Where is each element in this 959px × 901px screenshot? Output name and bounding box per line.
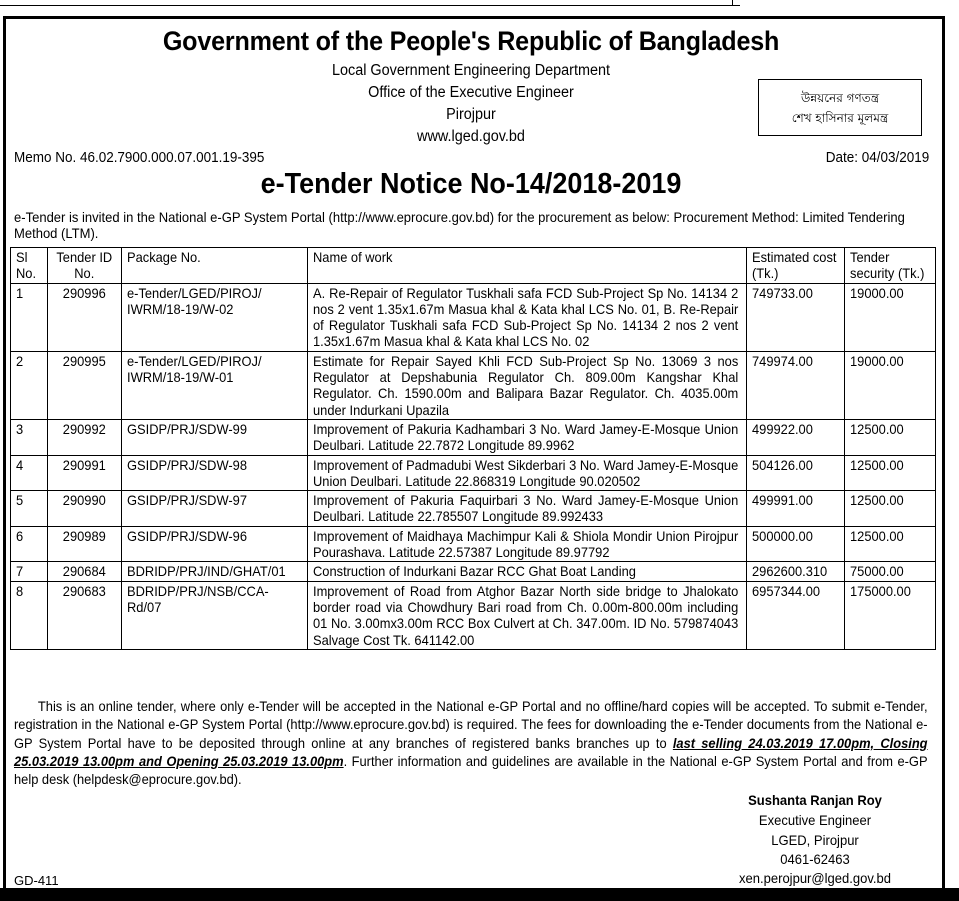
tender-id-cell: 290992	[48, 419, 122, 455]
sl-cell: 4	[11, 455, 48, 491]
signatory-phone: 0461-62463	[780, 851, 850, 867]
tender-id-cell: 290684	[48, 562, 122, 581]
package-cell: BDRIDP/PRJ/NSB/CCA-Rd/07	[122, 581, 308, 649]
cost-cell: 2962600.310	[747, 562, 845, 581]
table-row	[11, 526, 936, 562]
tender-table	[10, 247, 936, 650]
work-cell: Improvement of Maidhaya Machimpur Kali & Shiola Mondir Union Pirojpur Pourashava. Latitude 22.57387 Longitude 89.97792	[308, 526, 747, 562]
tender-id-cell: 290990	[48, 491, 122, 527]
package-cell: e-Tender/LGED/PIROJ/ IWRM/18-19/W-01	[122, 351, 308, 419]
government-heading: Government of the People's Republic of Bangladesh	[162, 26, 780, 56]
work-cell: Estimate for Repair Sayed Khli FCD Sub-Project Sp No. 13069 3 nos Regulator at Depshabunia Regulator Ch. 809.00m Kangshar Khal Regulator. Ch. 1590.00m and Balipara Bazar Regulator. Ch. 4035.00m under Indurkani Upazila	[308, 351, 747, 419]
instructions-text-1: This is an online tender, where only e-Tender will be accepted in the National e-GP Portal and no offline/hard copies will be accepted. To submit e-Tender, registration in the National e-GP System Portal (http://www.eprocure.gov.bd) is required. The fees for downloading the e-Tender documents from the National e-GP System Portal have to be deposited through online at any branches of registered banks branches up to	[14, 698, 928, 751]
package-cell: GSIDP/PRJ/SDW-98	[122, 455, 308, 491]
cost-cell: 500000.00	[747, 526, 845, 562]
notice-date: Date: 04/03/2019	[825, 150, 929, 166]
slogan-line-1: উন্নয়নের গণতন্ত্র	[800, 91, 880, 105]
tender-id-cell: 290989	[48, 526, 122, 562]
cost-cell: 6957344.00	[747, 581, 845, 649]
memo-number: Memo No. 46.02.7900.000.07.001.19-395	[14, 150, 265, 166]
instructions-text-2: . Further information and guidelines are available in the National e-GP System Portal and from e-GP help desk (helpdesk@eprocure.gov.bd).	[14, 752, 928, 788]
table-row	[11, 351, 936, 419]
sl-cell: 6	[11, 526, 48, 562]
signatory-designation: Executive Engineer	[758, 812, 872, 828]
work-cell: Construction of Indurkani Bazar RCC Ghat Boat Landing	[308, 562, 747, 581]
tender-id-cell: 290995	[48, 351, 122, 419]
sl-cell: 1	[11, 283, 48, 351]
package-cell: GSIDP/PRJ/SDW-99	[122, 419, 308, 455]
header-package: Package No.	[122, 248, 308, 284]
header-security: Tender security (Tk.)	[845, 248, 936, 284]
cost-cell: 499991.00	[747, 491, 845, 527]
table-row	[11, 283, 936, 351]
header-tender-id: Tender ID No.	[48, 248, 122, 284]
deadline-text: last selling 24.03.2019 17.00pm, Closing 25.03.2019 13.00pm and Opening 25.03.2019 13.00pm	[14, 734, 928, 769]
security-cell: 19000.00	[845, 351, 936, 419]
security-cell: 12500.00	[845, 455, 936, 491]
table-row	[11, 581, 936, 649]
cost-cell: 749974.00	[747, 351, 845, 419]
header-sl: Sl No.	[11, 248, 48, 284]
signatory-email[interactable]: xen.perojpur@lged.gov.bd	[739, 870, 891, 886]
work-cell: A. Re-Repair of Regulator Tuskhali safa FCD Sub-Project Sp No. 14134 2 nos 2 vent 1.35x1.67m Masua khal & Kata khal LCS No. 01, B. Re-Repair of Regulator Tuskhali safa FCD Sub-Project Sp No. 14134 2 nos 2 vent 1.35x1.67m Masua khal & Kata khal LCS No. 02	[308, 283, 747, 351]
intro-text: e-Tender is invited in the National e-GP System Portal (http://www.eprocure.gov.bd) for the procurement as below: Procurement Method: Limited Tendering Method (LTM).	[14, 209, 905, 241]
table-header-row	[11, 248, 936, 284]
security-cell: 19000.00	[845, 283, 936, 351]
security-cell: 175000.00	[845, 581, 936, 649]
cost-cell: 504126.00	[747, 455, 845, 491]
table-row	[11, 419, 936, 455]
work-cell: Improvement of Road from Atghor Bazar North side bridge to Jhalokato border road via Chowdhury Bari road from Ch. 0.00m-800.00m including 01 No. 3.00mx3.00m RCC Box Culvert at Ch. 347.00m. ID No. 579874043 Salvage Cost Tk. 641142.00	[308, 581, 747, 649]
bottom-border	[0, 888, 959, 901]
sl-cell: 2	[11, 351, 48, 419]
sl-cell: 5	[11, 491, 48, 527]
header-work: Name of work	[308, 248, 747, 284]
signatory-office: LGED, Pirojpur	[771, 832, 859, 848]
tender-id-cell: 290996	[48, 283, 122, 351]
security-cell: 12500.00	[845, 491, 936, 527]
sl-cell: 3	[11, 419, 48, 455]
document-code: GD-411	[14, 873, 59, 888]
security-cell: 75000.00	[845, 562, 936, 581]
slogan-box	[758, 79, 922, 136]
package-cell: e-Tender/LGED/PIROJ/ IWRM/18-19/W-02	[122, 283, 308, 351]
work-cell: Improvement of Pakuria Faquirbari 3 No. Ward Jamey-E-Mosque Union Deulbari. Latitude 22.785507 Longitude 89.992433	[308, 491, 747, 527]
cost-cell: 499922.00	[747, 419, 845, 455]
cost-cell: 749733.00	[747, 283, 845, 351]
notice-title: e-Tender Notice No-14/2018-2019	[260, 168, 682, 200]
sl-cell: 7	[11, 562, 48, 581]
table-row	[11, 455, 936, 491]
signatory-name: Sushanta Ranjan Roy	[748, 792, 882, 808]
top-border-tick	[732, 0, 733, 6]
department-name: Local Government Engineering Department	[331, 62, 611, 79]
website-link[interactable]: www.lged.gov.bd	[417, 128, 525, 145]
office-name: Office of the Executive Engineer	[368, 84, 574, 101]
security-cell: 12500.00	[845, 419, 936, 455]
security-cell: 12500.00	[845, 526, 936, 562]
tender-id-cell: 290683	[48, 581, 122, 649]
package-cell: BDRIDP/PRJ/IND/GHAT/01	[122, 562, 308, 581]
work-cell: Improvement of Pakuria Kadhambari 3 No. Ward Jamey-E-Mosque Union Deulbari. Latitude 22.7872 Longitude 89.9962	[308, 419, 747, 455]
slogan-line-2: শেখ হাসিনার মূলমন্ত্র	[791, 111, 889, 125]
package-cell: GSIDP/PRJ/SDW-96	[122, 526, 308, 562]
table-row	[11, 491, 936, 527]
top-border-line	[0, 0, 740, 6]
table-row	[11, 562, 936, 581]
tender-id-cell: 290991	[48, 455, 122, 491]
header-cost: Estimated cost (Tk.)	[747, 248, 845, 284]
instructions-paragraph	[14, 697, 928, 788]
sl-cell: 8	[11, 581, 48, 649]
district-name: Pirojpur	[446, 106, 496, 123]
work-cell: Improvement of Padmadubi West Sikderbari 3 No. Ward Jamey-E-Mosque Union Deulbari. Latitude 22.868319 Longitude 90.020502	[308, 455, 747, 491]
package-cell: GSIDP/PRJ/SDW-97	[122, 491, 308, 527]
